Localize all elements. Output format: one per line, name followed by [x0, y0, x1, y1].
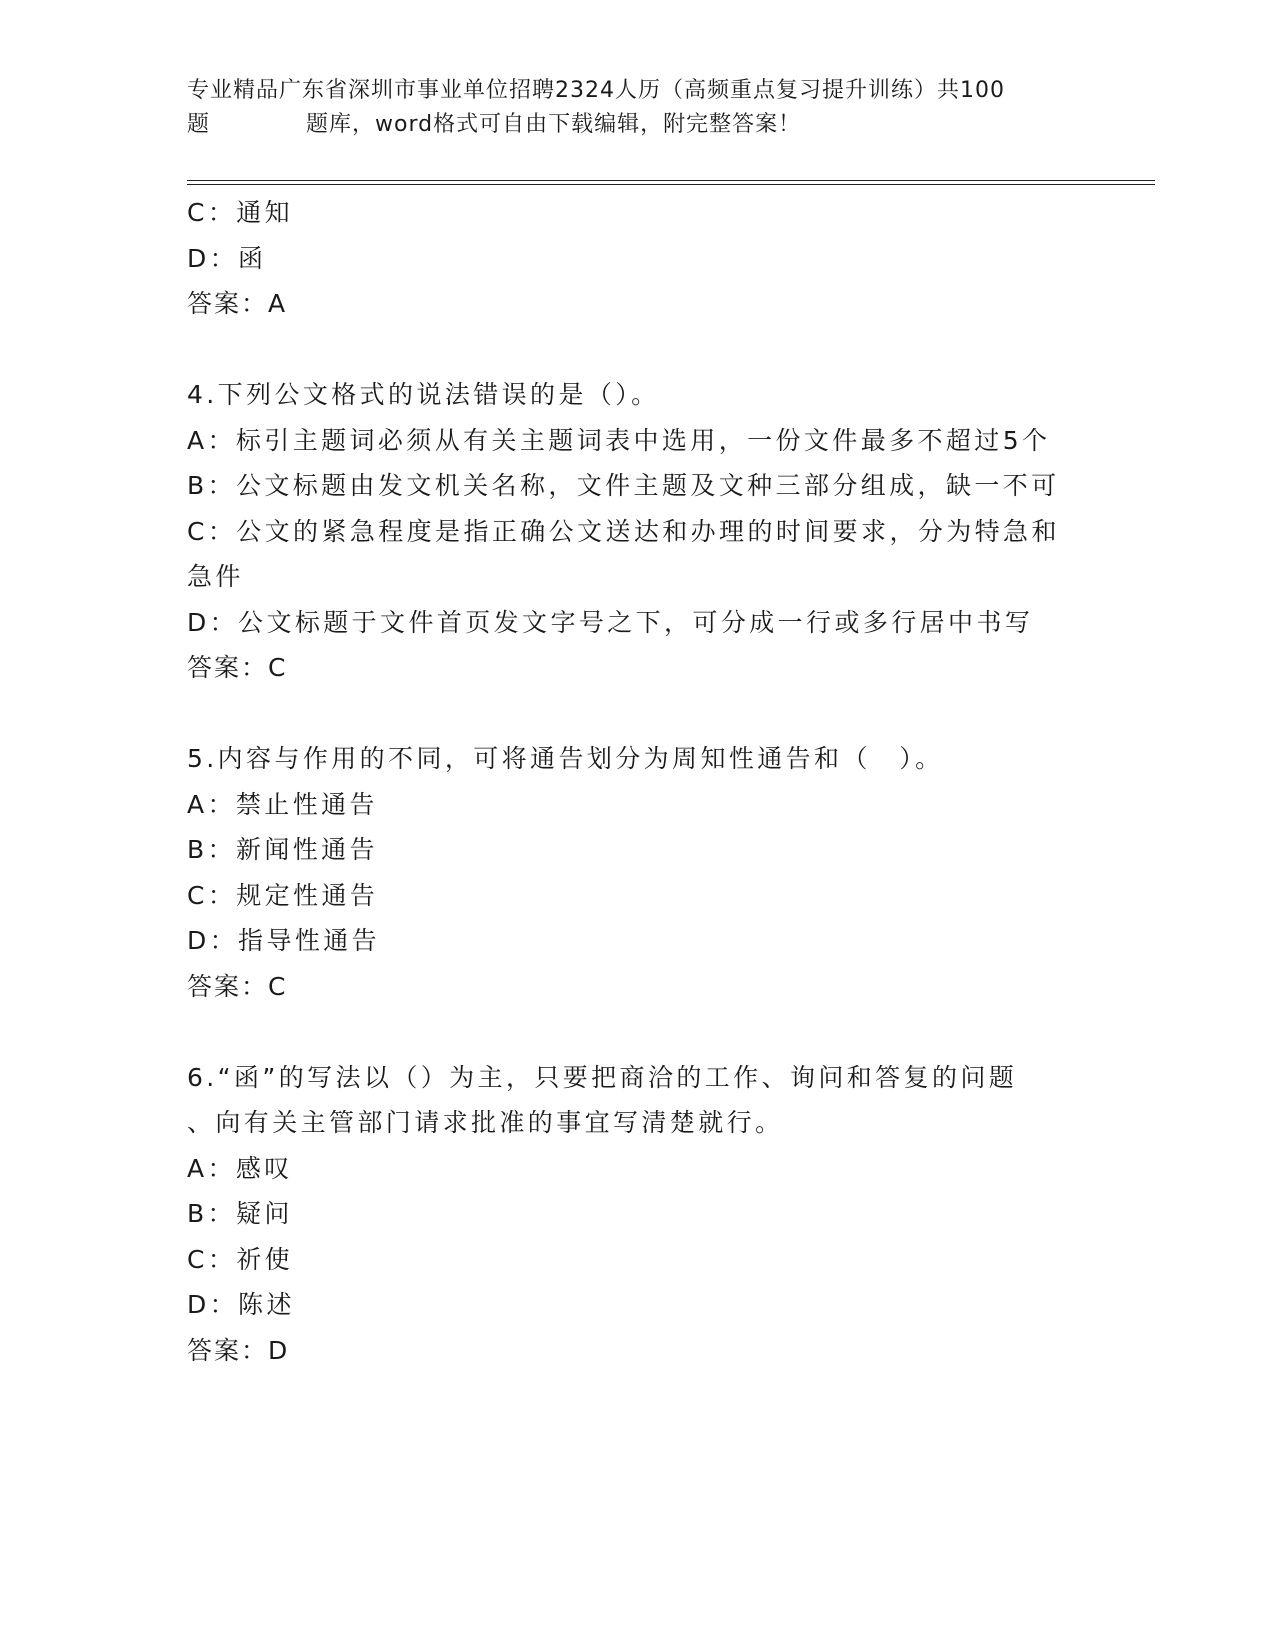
question-6-option-b: B：疑问: [187, 1199, 293, 1228]
question-6-option-d: D：陈述: [187, 1290, 295, 1319]
header-line-2-rest: 题库，word格式可自由下载编辑，附完整答案！: [306, 112, 802, 137]
question-6-cont: 、向有关主管部门请求批准的事宜写清楚就行。: [187, 1108, 784, 1137]
question-4-option-c: C：公文的紧急程度是指正确公文送达和办理的时间要求，分为特急和: [187, 516, 1060, 546]
document-header: [187, 74, 1087, 142]
header-line-1: 专业精品广东省深圳市事业单位招聘2324人历（高频重点复习提升训练）共100: [187, 78, 1005, 103]
question-5-option-d: D：指导性通告: [187, 926, 381, 955]
question-6: 6.“函”的写法以（）为主，只要把商洽的工作、询问和答复的问题: [187, 1062, 1018, 1092]
question-content: [187, 190, 1087, 1373]
question-6-answer: 答案：D: [187, 1335, 290, 1365]
header-line-2: [187, 108, 1087, 142]
answer: 答案：A: [187, 289, 288, 318]
question-4-option-b: B：公文标题由发文机关名称，文件主题及文种三部分组成，缺一不可: [187, 471, 1060, 500]
header-rule-bottom: [187, 184, 1155, 185]
option-d: D：函: [187, 243, 267, 273]
question-4-option-c-cont: 急件: [187, 562, 244, 591]
question-5-option-b: B：新闻性通告: [187, 835, 378, 864]
header-line-2-start: 题: [187, 112, 211, 137]
question-5-option-c: C：规定性通告: [187, 880, 379, 910]
question-4-answer: 答案：C: [187, 653, 288, 682]
question-4: 4.下列公文格式的说法错误的是（）。: [187, 380, 660, 409]
question-5-option-a: A：禁止性通告: [187, 789, 378, 819]
question-6-option-a: A：感叹: [187, 1153, 293, 1183]
question-6-option-c: C：祈使: [187, 1244, 294, 1274]
header-rule-top: [187, 180, 1155, 181]
question-5: 5.内容与作用的不同，可将通告划分为周知性通告和（ ）。: [187, 744, 944, 773]
option-c: C：通知: [187, 198, 294, 227]
question-4-option-d: D：公文标题于文件首页发文字号之下，可分成一行或多行居中书写: [187, 607, 1034, 637]
question-5-answer: 答案：C: [187, 971, 288, 1001]
question-4-option-a: A：标引主题词必须从有关主题词表中选用，一份文件最多不超过5个: [187, 425, 1051, 455]
